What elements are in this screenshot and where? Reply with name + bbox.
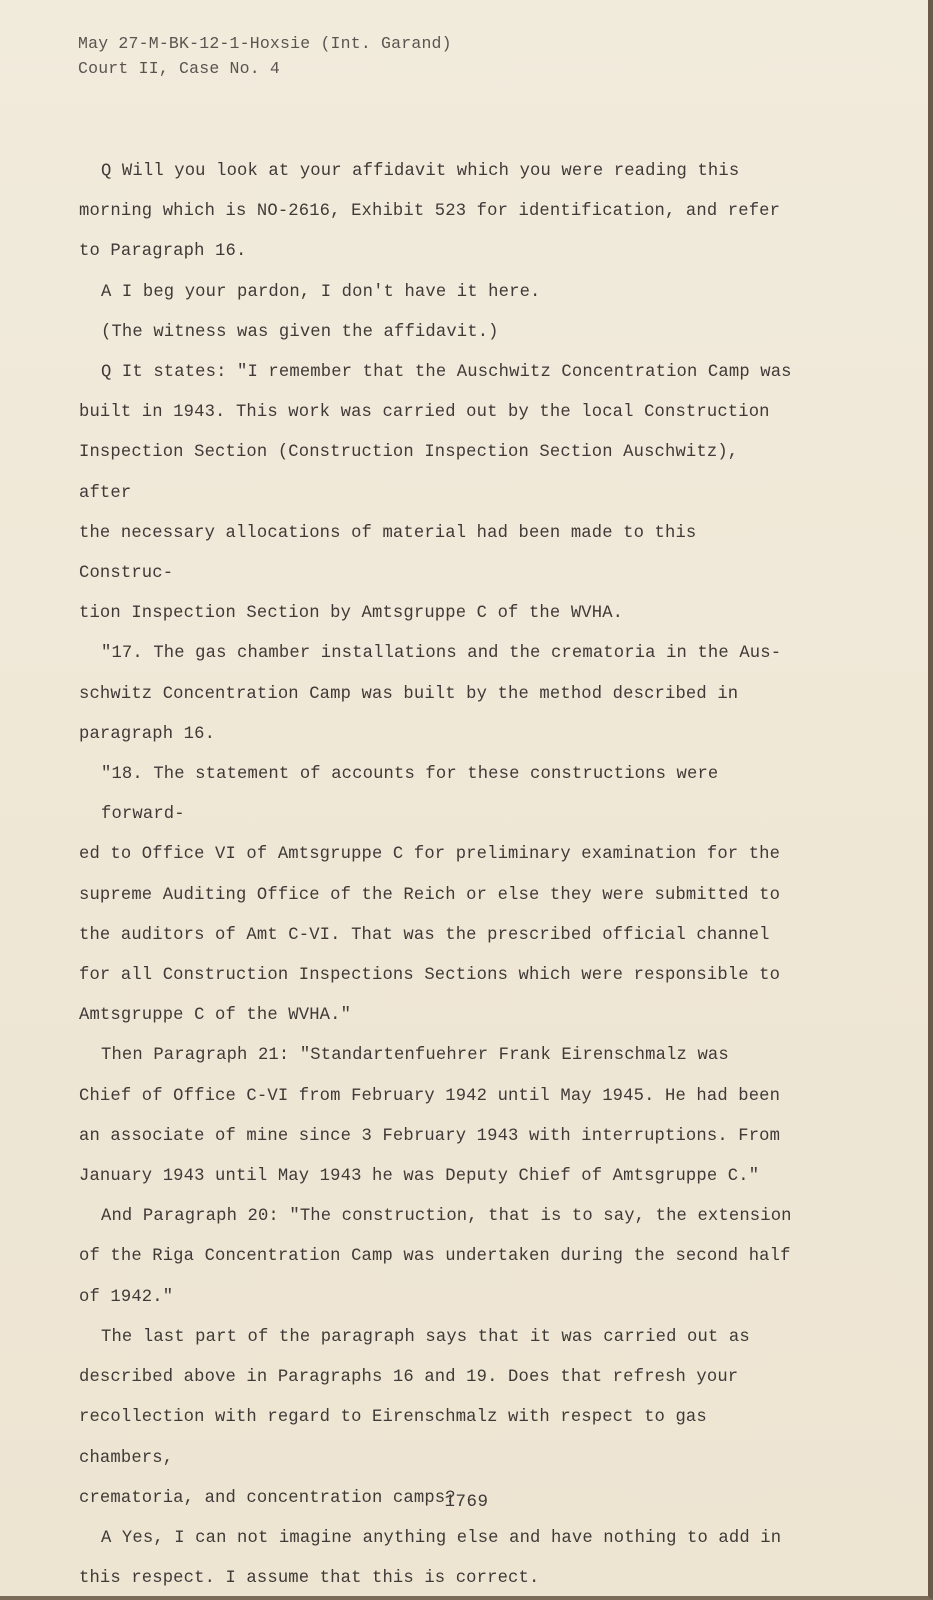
header-session-line: May 27-M-BK-12-1-Hoxsie (Int. Garand) [78,34,452,53]
transcript-line: built in 1943. This work was carried out by the local Construction [79,403,770,423]
transcript-line: supreme Auditing Office of the Reich or else they were submitted to [79,885,781,905]
transcript-line: an associate of mine since 3 February 1943 with interruptions. From [79,1126,781,1146]
document-header [78,31,452,81]
transcript-line: Q Will you look at your affidavit which you were reading this [101,162,740,181]
header-case-line: Court II, Case No. 4 [78,59,281,78]
transcript-line: Q It states: "I remember that the Auschwitz Concentration Camp was [101,363,792,383]
transcript-body [79,152,799,1599]
transcript-line: recollection with regard to Eirenschmalz with respect to gas chambers, [79,1408,707,1468]
transcript-line: Inspection Section (Construction Inspection Section Auschwitz), after [79,443,739,503]
transcript-line: tion Inspection Section by Amtsgruppe C of the WVHA. [79,604,624,624]
transcript-line: of 1942." [79,1287,174,1307]
transcript-line: crematoria, and concentration camps? [79,1488,456,1508]
transcript-line: for all Construction Inspections Sections which were responsible to [79,966,781,986]
transcript-line: of the Riga Concentration Camp was undertaken during the second half [79,1247,791,1267]
transcript-line: described above in Paragraphs 16 and 19. Does that refresh your [79,1368,739,1388]
transcript-line: "17. The gas chamber installations and the crematoria in the Aus- [101,644,782,664]
transcript-line: And Paragraph 20: "The construction, that is to say, the extension [101,1207,792,1227]
transcript-line: morning which is NO-2616, Exhibit 523 for identification, and refer [79,202,781,222]
transcript-line: "18. The statement of accounts for these constructions were forward- [101,765,719,825]
transcript-line: ed to Office VI of Amtsgruppe C for preliminary examination for the [79,845,781,865]
transcript-line: January 1943 until May 1943 he was Deputy Chief of Amtsgruppe C." [79,1167,760,1187]
transcript-line: paragraph 16. [79,724,216,744]
transcript-line: Chief of Office C-VI from February 1942 until May 1945. He had been [79,1086,781,1106]
transcript-line: the necessary allocations of material had been made to this Construc- [79,523,697,584]
transcript-line: A I beg your pardon, I don't have it here. [101,282,541,302]
transcript-line: this respect. I assume that this is correct. [79,1569,540,1589]
transcript-line: schwitz Concentration Camp was built by the method described in [79,684,739,704]
transcript-line: The last part of the paragraph says that it was carried out as [101,1327,750,1347]
transcript-line: Then Paragraph 21: "Standartenfuehrer Frank Eirenschmalz was [101,1046,729,1066]
transcript-line: Amtsgruppe C of the WVHA." [79,1006,352,1026]
transcript-line: (The witness was given the affidavit.) [101,322,499,342]
transcript-line: the auditors of Amt C-VI. That was the prescribed official channel [79,925,770,945]
transcript-line: A Yes, I can not imagine anything else and have nothing to add in [101,1528,782,1548]
page-number: 1769 [444,1492,489,1512]
transcript-line: to Paragraph 16. [79,242,247,262]
